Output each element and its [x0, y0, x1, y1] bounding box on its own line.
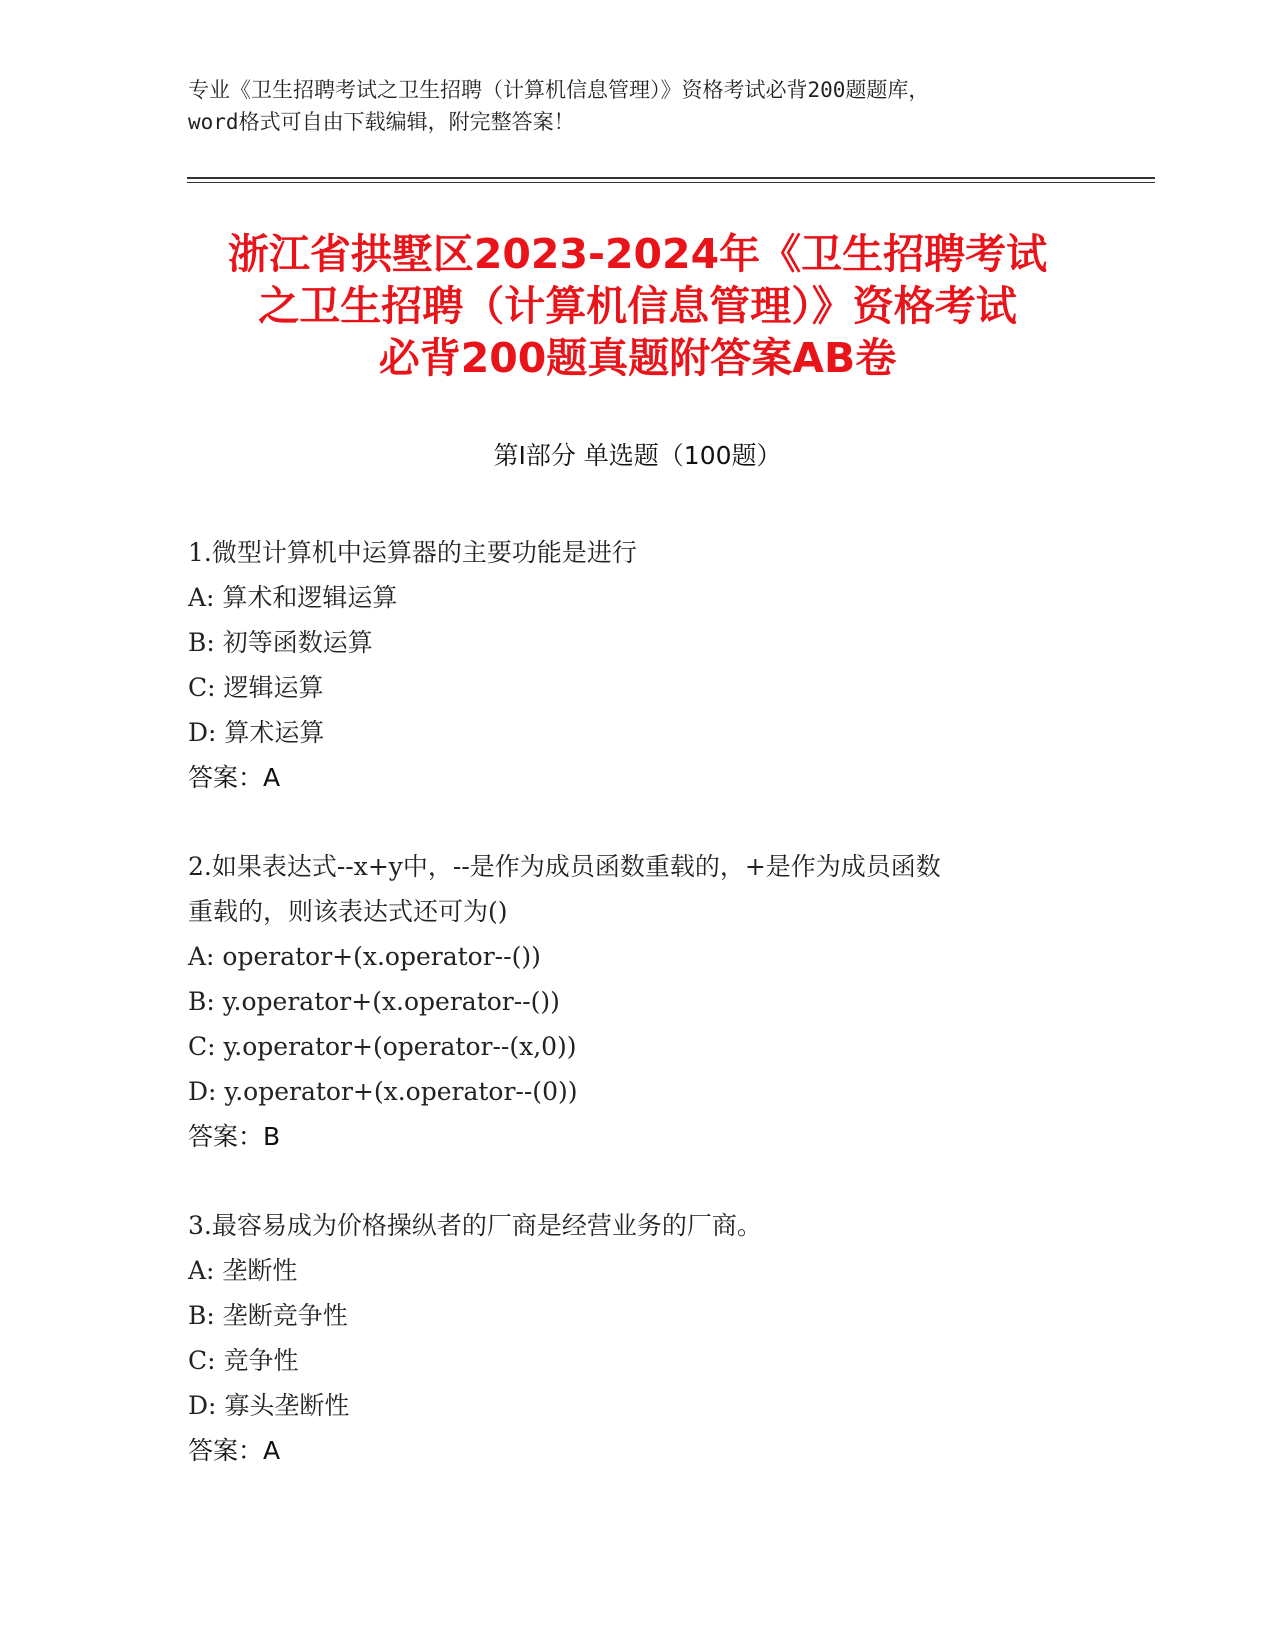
section-heading: 第Ⅰ部分 单选题（100题）: [493, 441, 782, 470]
title-line-3: 必背200题真题附答案AB卷: [378, 334, 897, 382]
title-line-2: 之卫生招聘（计算机信息管理）》资格考试: [258, 282, 1017, 330]
question-stem: [188, 844, 1088, 934]
question-list: [188, 530, 1088, 1517]
option-d: D: 寡头垄断性: [188, 1391, 350, 1420]
header-note-line-2: word格式可自由下载编辑，附完整答案！: [188, 110, 575, 134]
answer-line: 答案：A: [188, 1436, 281, 1465]
title-line-1: 浙江省拱墅区2023-2024年《卫生招聘考试: [227, 230, 1048, 278]
header-divider-thin: [187, 182, 1155, 183]
option-b: B: 垄断竞争性: [188, 1301, 348, 1330]
option-b: B: 初等函数运算: [188, 628, 373, 657]
answer-line: 答案：B: [188, 1122, 281, 1151]
question-3: [188, 1203, 1088, 1473]
header-note: [188, 74, 1088, 138]
option-a: A: operator+(x.operator--()): [188, 942, 541, 971]
header-note-line-1: 专业《卫生招聘考试之卫生招聘（计算机信息管理）》资格考试必背200题题库，: [188, 78, 930, 102]
question-stem: [188, 530, 1088, 575]
option-c: C: 竞争性: [188, 1346, 299, 1375]
question-stem-line: 1.微型计算机中运算器的主要功能是进行: [188, 538, 637, 567]
question-stem-line: 2.如果表达式--x+y中，--是作为成员函数重载的，+是作为成员函数: [188, 852, 941, 881]
question-stem-line: 重载的，则该表达式还可为(): [188, 897, 508, 926]
answer-line: 答案：A: [188, 763, 281, 792]
option-a: A: 算术和逻辑运算: [188, 583, 398, 612]
question-stem-line: 3.最容易成为价格操纵者的厂商是经营业务的厂商。: [188, 1211, 762, 1240]
option-c: C: y.operator+(operator--(x,0)): [188, 1032, 577, 1061]
question-stem: [188, 1203, 1088, 1248]
option-d: D: y.operator+(x.operator--(0)): [188, 1077, 578, 1106]
document-title: [150, 228, 1125, 384]
option-c: C: 逻辑运算: [188, 673, 324, 702]
header-divider-thick: [187, 177, 1155, 179]
option-d: D: 算术运算: [188, 718, 325, 747]
question-2: [188, 844, 1088, 1159]
question-1: [188, 530, 1088, 800]
option-a: A: 垄断性: [188, 1256, 298, 1285]
option-b: B: y.operator+(x.operator--()): [188, 987, 560, 1016]
